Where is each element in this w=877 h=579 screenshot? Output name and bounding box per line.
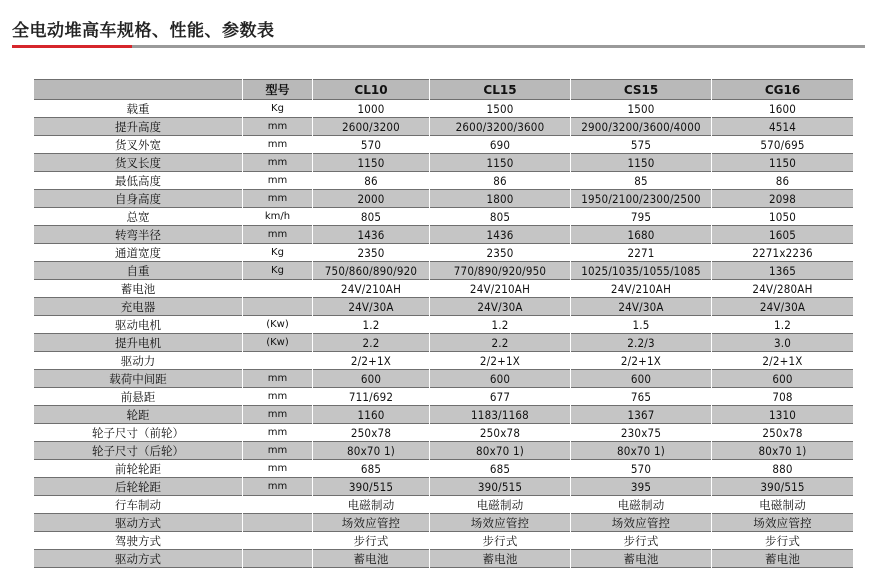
row-unit: Kg — [243, 244, 313, 262]
row-unit: mm — [243, 172, 313, 190]
table-row — [34, 532, 854, 550]
row-value: 230x75 — [571, 424, 712, 442]
header-model-label: 型号 — [243, 80, 313, 100]
row-value: 场效应管控 — [712, 514, 854, 532]
row-value: 4514 — [712, 118, 854, 136]
title-underline-accent — [12, 45, 132, 48]
table-row — [34, 136, 854, 154]
row-value: 600 — [313, 370, 430, 388]
row-label: 货叉外宽 — [34, 136, 243, 154]
table-row — [34, 478, 854, 496]
table-row — [34, 262, 854, 280]
table-row — [34, 496, 854, 514]
row-value: 2/2+1X — [313, 352, 430, 370]
row-value: 390/515 — [430, 478, 571, 496]
row-value: 677 — [430, 388, 571, 406]
row-value: 1500 — [571, 100, 712, 118]
row-value: 1.2 — [430, 316, 571, 334]
header-model-cg16: CG16 — [712, 80, 854, 100]
row-label: 驾驶方式 — [34, 532, 243, 550]
row-value: 685 — [313, 460, 430, 478]
header-model-cs15: CS15 — [571, 80, 712, 100]
row-unit — [243, 532, 313, 550]
row-value: 1436 — [430, 226, 571, 244]
row-value: 蓄电池 — [430, 550, 571, 568]
row-unit — [243, 550, 313, 568]
row-value: 395 — [571, 478, 712, 496]
row-value: 24V/30A — [313, 298, 430, 316]
row-label: 载荷中间距 — [34, 370, 243, 388]
row-value: 2350 — [430, 244, 571, 262]
row-unit: (Kw) — [243, 334, 313, 352]
row-value: 1150 — [313, 154, 430, 172]
row-unit: mm — [243, 226, 313, 244]
row-value: 1150 — [430, 154, 571, 172]
row-value: 24V/30A — [430, 298, 571, 316]
table-row — [34, 388, 854, 406]
row-value: 1600 — [712, 100, 854, 118]
row-value: 805 — [430, 208, 571, 226]
row-unit: mm — [243, 478, 313, 496]
row-value: 1.2 — [712, 316, 854, 334]
row-value: 电磁制动 — [313, 496, 430, 514]
row-unit: mm — [243, 406, 313, 424]
row-value: 570 — [571, 460, 712, 478]
row-value: 2600/3200 — [313, 118, 430, 136]
row-value: 570/695 — [712, 136, 854, 154]
row-value: 711/692 — [313, 388, 430, 406]
row-label: 轮子尺寸（后轮） — [34, 442, 243, 460]
page-title: 全电动堆高车规格、性能、参数表 — [12, 21, 275, 41]
row-label: 轮子尺寸（前轮） — [34, 424, 243, 442]
row-unit — [243, 280, 313, 298]
row-value: 1.5 — [571, 316, 712, 334]
row-label: 轮距 — [34, 406, 243, 424]
row-value: 24V/30A — [571, 298, 712, 316]
row-value: 1160 — [313, 406, 430, 424]
row-value: 86 — [313, 172, 430, 190]
table-row — [34, 244, 854, 262]
row-value: 24V/30A — [712, 298, 854, 316]
row-value: 1025/1035/1055/1085 — [571, 262, 712, 280]
row-unit — [243, 352, 313, 370]
row-value: 蓄电池 — [712, 550, 854, 568]
row-value: 2600/3200/3600 — [430, 118, 571, 136]
row-value: 场效应管控 — [571, 514, 712, 532]
row-label: 驱动方式 — [34, 514, 243, 532]
row-label: 总宽 — [34, 208, 243, 226]
row-value: 2900/3200/3600/4000 — [571, 118, 712, 136]
row-value: 80x70 1) — [430, 442, 571, 460]
row-value: 250x78 — [313, 424, 430, 442]
row-label: 通道宽度 — [34, 244, 243, 262]
table-row — [34, 190, 854, 208]
row-value: 250x78 — [712, 424, 854, 442]
row-value: 600 — [571, 370, 712, 388]
row-value: 1.2 — [313, 316, 430, 334]
row-value: 1000 — [313, 100, 430, 118]
row-value: 1050 — [712, 208, 854, 226]
row-value: 85 — [571, 172, 712, 190]
row-value: 600 — [712, 370, 854, 388]
row-value: 1183/1168 — [430, 406, 571, 424]
row-value: 880 — [712, 460, 854, 478]
row-value: 80x70 1) — [712, 442, 854, 460]
row-value: 2098 — [712, 190, 854, 208]
row-value: 步行式 — [430, 532, 571, 550]
row-value: 390/515 — [712, 478, 854, 496]
row-unit: mm — [243, 190, 313, 208]
row-unit: mm — [243, 154, 313, 172]
row-value: 1436 — [313, 226, 430, 244]
row-unit: mm — [243, 442, 313, 460]
table-row — [34, 514, 854, 532]
row-value: 1680 — [571, 226, 712, 244]
row-value: 1150 — [712, 154, 854, 172]
row-label: 货叉长度 — [34, 154, 243, 172]
row-value: 250x78 — [430, 424, 571, 442]
row-value: 805 — [313, 208, 430, 226]
row-label: 前轮轮距 — [34, 460, 243, 478]
row-value: 1500 — [430, 100, 571, 118]
row-value: 690 — [430, 136, 571, 154]
table-row — [34, 352, 854, 370]
table-row — [34, 334, 854, 352]
row-unit: mm — [243, 424, 313, 442]
row-label: 自重 — [34, 262, 243, 280]
row-value: 电磁制动 — [571, 496, 712, 514]
row-value: 步行式 — [313, 532, 430, 550]
spec-table-body — [34, 100, 854, 568]
row-label: 驱动方式 — [34, 550, 243, 568]
row-value: 1800 — [430, 190, 571, 208]
row-label: 提升高度 — [34, 118, 243, 136]
row-value: 2.2 — [430, 334, 571, 352]
table-row — [34, 154, 854, 172]
row-value: 步行式 — [571, 532, 712, 550]
table-row — [34, 226, 854, 244]
table-row — [34, 316, 854, 334]
row-label: 载重 — [34, 100, 243, 118]
row-value: 685 — [430, 460, 571, 478]
row-value: 600 — [430, 370, 571, 388]
row-value: 708 — [712, 388, 854, 406]
row-value: 1950/2100/2300/2500 — [571, 190, 712, 208]
header-model-cl10: CL10 — [313, 80, 430, 100]
row-value: 1605 — [712, 226, 854, 244]
row-unit: mm — [243, 370, 313, 388]
row-value: 2/2+1X — [712, 352, 854, 370]
row-value: 2000 — [313, 190, 430, 208]
row-unit — [243, 514, 313, 532]
table-row — [34, 298, 854, 316]
spec-table — [33, 79, 854, 568]
row-unit: mm — [243, 460, 313, 478]
row-label: 充电器 — [34, 298, 243, 316]
row-value: 2/2+1X — [430, 352, 571, 370]
row-label: 最低高度 — [34, 172, 243, 190]
table-row — [34, 118, 854, 136]
row-value: 575 — [571, 136, 712, 154]
row-value: 2350 — [313, 244, 430, 262]
row-value: 86 — [430, 172, 571, 190]
row-label: 自身高度 — [34, 190, 243, 208]
row-value: 750/860/890/920 — [313, 262, 430, 280]
table-row — [34, 100, 854, 118]
row-label: 驱动电机 — [34, 316, 243, 334]
row-label: 前悬距 — [34, 388, 243, 406]
row-value: 2271 — [571, 244, 712, 262]
row-value: 步行式 — [712, 532, 854, 550]
table-row — [34, 550, 854, 568]
table-row — [34, 208, 854, 226]
row-value: 770/890/920/950 — [430, 262, 571, 280]
title-underline — [132, 45, 865, 48]
row-value: 570 — [313, 136, 430, 154]
table-row — [34, 172, 854, 190]
row-value: 80x70 1) — [313, 442, 430, 460]
row-unit: Kg — [243, 262, 313, 280]
table-row — [34, 406, 854, 424]
table-row — [34, 460, 854, 478]
row-value: 1310 — [712, 406, 854, 424]
row-value: 86 — [712, 172, 854, 190]
row-value: 蓄电池 — [313, 550, 430, 568]
row-label: 行车制动 — [34, 496, 243, 514]
row-value: 2/2+1X — [571, 352, 712, 370]
row-unit: Kg — [243, 100, 313, 118]
header-model-cl15: CL15 — [430, 80, 571, 100]
row-value: 1150 — [571, 154, 712, 172]
row-value: 2.2/3 — [571, 334, 712, 352]
table-row — [34, 370, 854, 388]
row-unit: mm — [243, 136, 313, 154]
table-row — [34, 280, 854, 298]
row-label: 后轮轮距 — [34, 478, 243, 496]
row-value: 场效应管控 — [313, 514, 430, 532]
row-value: 电磁制动 — [712, 496, 854, 514]
row-value: 1365 — [712, 262, 854, 280]
row-value: 765 — [571, 388, 712, 406]
table-row — [34, 424, 854, 442]
row-value: 24V/210AH — [430, 280, 571, 298]
header-param-cell — [34, 80, 243, 100]
row-value: 795 — [571, 208, 712, 226]
row-value: 1367 — [571, 406, 712, 424]
table-row — [34, 442, 854, 460]
row-unit: (Kw) — [243, 316, 313, 334]
row-value: 2271x2236 — [712, 244, 854, 262]
row-value: 390/515 — [313, 478, 430, 496]
header-row — [34, 80, 854, 100]
row-value: 24V/210AH — [313, 280, 430, 298]
row-value: 24V/280AH — [712, 280, 854, 298]
row-unit: km/h — [243, 208, 313, 226]
row-value: 场效应管控 — [430, 514, 571, 532]
row-value: 蓄电池 — [571, 550, 712, 568]
row-label: 转弯半径 — [34, 226, 243, 244]
row-unit: mm — [243, 388, 313, 406]
row-label: 蓄电池 — [34, 280, 243, 298]
row-value: 电磁制动 — [430, 496, 571, 514]
row-value: 2.2 — [313, 334, 430, 352]
row-label: 提升电机 — [34, 334, 243, 352]
row-value: 3.0 — [712, 334, 854, 352]
row-label: 驱动力 — [34, 352, 243, 370]
row-unit: mm — [243, 118, 313, 136]
row-unit — [243, 496, 313, 514]
row-unit — [243, 298, 313, 316]
row-value: 24V/210AH — [571, 280, 712, 298]
row-value: 80x70 1) — [571, 442, 712, 460]
